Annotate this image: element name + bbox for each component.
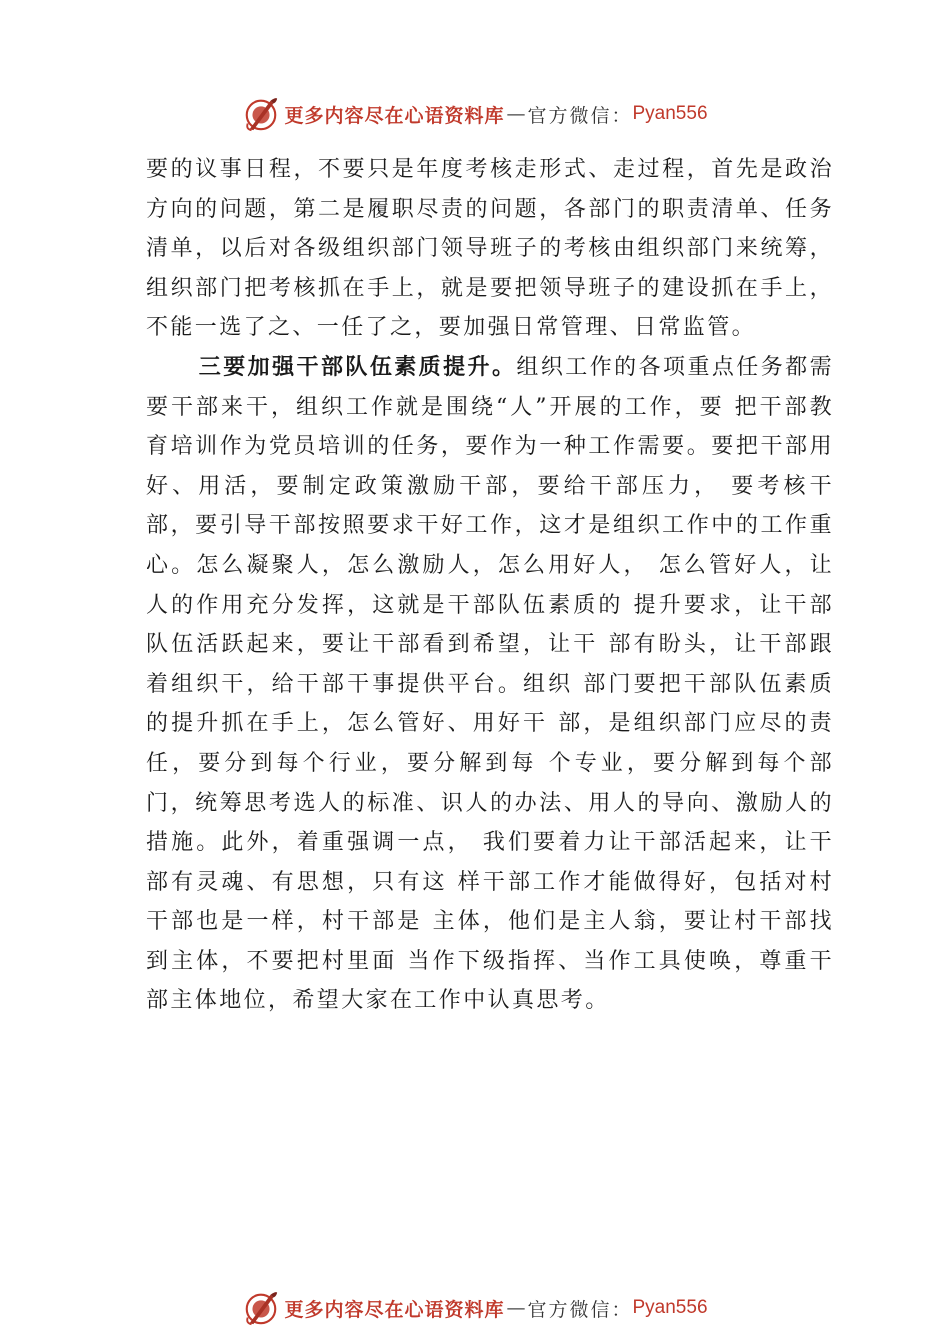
document-body [146, 150, 834, 1021]
footer-banner [0, 1286, 950, 1330]
footer-wechat-id: Pyan556 [632, 1297, 708, 1318]
paragraph-1: 要的议事日程，不要只是年度考核走形式、走过程，首先是政治方向的问题，第二是履职尽责的问题，各部门的职责清单、任务清单，以后对各级组织部门领导班子的考核由组织部门来统筹，组织部门把考核抓在手上，就是要把领导班子的建设抓在手上，不能一选了之、一任了之，要加强日常管理、日常监管。 [146, 157, 834, 341]
header-wechat-id: Pyan556 [632, 103, 708, 124]
footer-dash: — [506, 1297, 526, 1319]
footer-wechat-label: 官方微信： [527, 1298, 633, 1321]
header-dash: — [506, 103, 526, 125]
quill-logo-icon [242, 95, 280, 133]
header-brand-text: 更多内容尽在心语资料库 [284, 104, 505, 127]
paragraph-2-text: 组织工作的各项重点任务都需要干部来干，组织工作就是围绕“人”开展的工作，要 把干部教育培训作为党员培训的任务，要作为一种工作需要。要把干部用好、用活，要制定政策激励干部，要给干部压力， 要考核干部，要引导干部按照要求干好工作，这才是组织工作中的工作重心。怎么凝聚人，怎么激励人，怎么用好人， 怎么管好人，让人的作用充分发挥，这就是干部队伍素质的 提升要求，让干部队伍活跃起来，要让干部看到希望，让干 部有盼头，让干部跟着组织干，给干部干事提供平台。组织 部门要把干部队伍素质的提升抓在手上，怎么管好、用好干 部，是组织部门应尽的责任，要分到每个行业，要分解到每 个专业，要分解到每个部门，统筹思考选人的标准、识人的办法、用人的导向、激励人的措施。此外，着重强调一点， 我们要着力让干部活起来，让干部有灵魂、有思想，只有这 样干部工作才能做得好，包括对村干部也是一样，村干部是 主体，他们是主人翁，要让村干部找到主体，不要把村里面 当作下级指挥、当作工具使唤，尊重干部主体地位，希望大家在工作中认真思考。 [146, 354, 835, 1014]
header-banner [0, 92, 950, 136]
paragraph-2 [146, 348, 834, 1021]
quill-logo-icon [242, 1289, 280, 1327]
paragraph-2-heading: 三要加强干部队伍素质提升。 [198, 353, 517, 380]
footer-brand-text: 更多内容尽在心语资料库 [284, 1298, 505, 1321]
header-wechat-label: 官方微信： [527, 104, 633, 127]
